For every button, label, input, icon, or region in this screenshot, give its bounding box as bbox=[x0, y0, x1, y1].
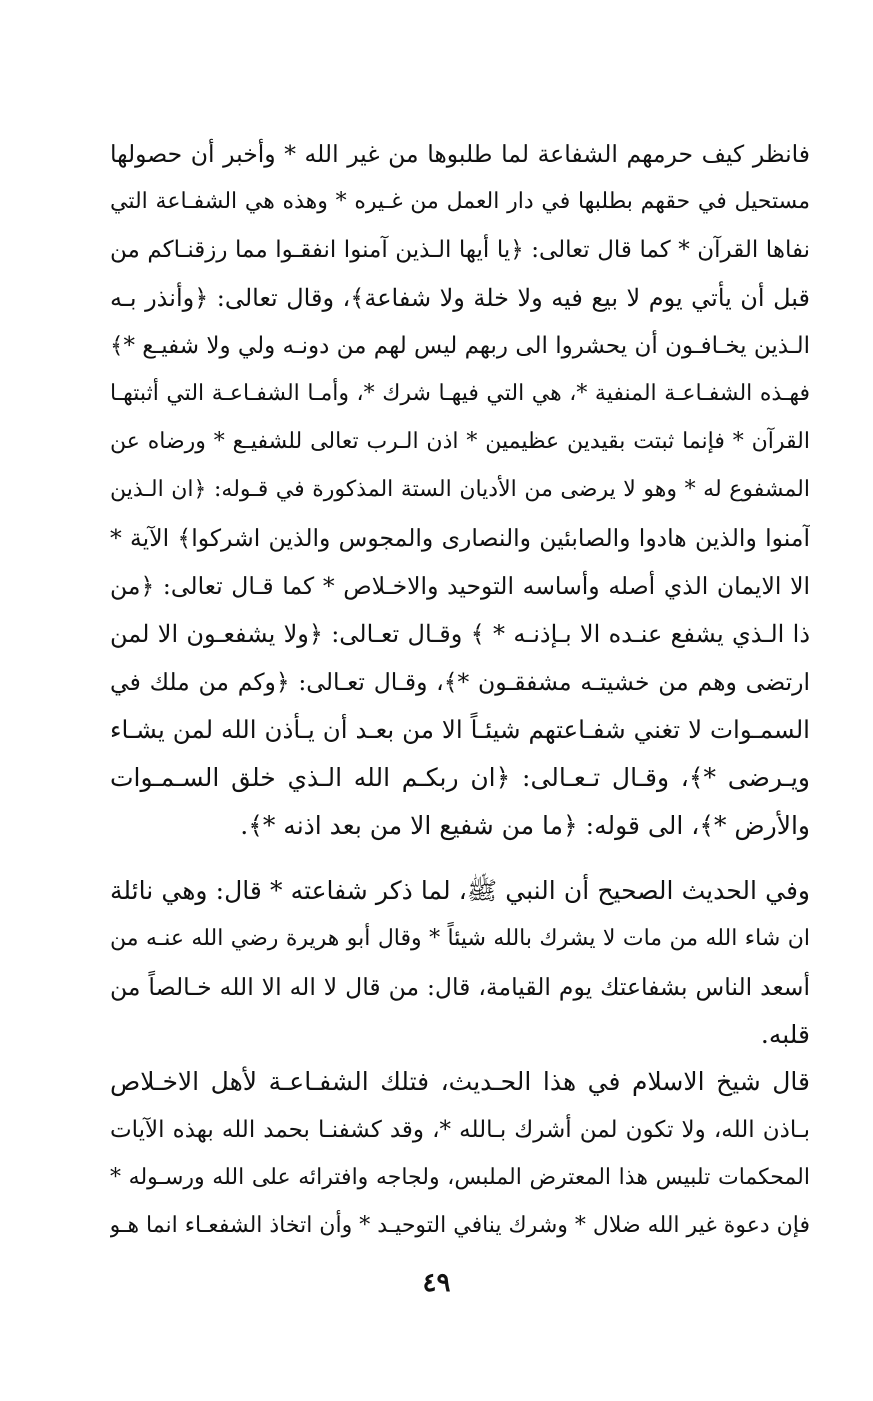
text-line: القرآن * فإنما ثبتت بقيدين عظيمين * اذن الـرب تعالى للشفيـع * ورضاه عن bbox=[110, 429, 810, 454]
text-line: فانظر كيف حرمهم الشفاعة لما طلبوها من غير الله * وأخبر أن حصولها bbox=[110, 140, 810, 168]
text-line: قلبه. bbox=[760, 1020, 810, 1049]
paragraph-shaykh-al-islam bbox=[110, 1058, 810, 1250]
text-line: وفي الحديث الصحيح أن النبي ﷺ، لما ذكر شفاعته * قال: وهي نائلة bbox=[110, 876, 810, 905]
text-line: المحكمات تلبيس هذا المعترض الملبس، ولجاجه وافترائه على الله ورسـوله * bbox=[110, 1165, 810, 1190]
text-line: قال شيخ الاسلام في هذا الحـديث، فتلك الشفـاعـة لأهل الاخـلاص bbox=[110, 1067, 810, 1096]
text-line: مستحيل في حقهم بطلبها في دار العمل من غـيره * وهذه هي الشفـاعة التي bbox=[110, 189, 810, 214]
text-line: ويـرضى *﴾، وقـال تـعـالى: ﴿ان ربكـم الله الـذي خلق السـمـوات bbox=[110, 763, 810, 792]
text-line: فهـذه الشفـاعـة المنفية *، هي التي فيهـا شرك *، وأمـا الشفـاعـة التي أثبتهـا bbox=[110, 381, 810, 406]
text-line: فإن دعوة غير الله ضلال * وشرك ينافي التوحيـد * وأن اتخاذ الشفعـاء انما هـو bbox=[110, 1213, 810, 1238]
text-line: ذا الـذي يشفع عنـده الا بـإذنـه * ﴾ وقـال تعـالى: ﴿ولا يشفعـون الا لمن bbox=[110, 620, 810, 648]
text-line: ارتضى وهم من خشيتـه مشفقـون *﴾، وقـال تعـالى: ﴿وكم من ملك في bbox=[110, 668, 810, 696]
paragraph-hadith bbox=[110, 867, 810, 1059]
text-line: بـاذن الله، ولا تكون لمن أشرك بـالله *، وقد كشفنـا بحمد الله بهذه الآيات bbox=[110, 1117, 810, 1143]
text-line: المشفوع له * وهو لا يرضى من الأديان الستة المذكورة في قـوله: ﴿ان الـذين bbox=[110, 477, 810, 502]
text-line: أسعد الناس بشفاعتك يوم القيامة، قال: من قال لا اله الا الله خـالصاً من bbox=[110, 973, 810, 1001]
paragraph-intercession-verses bbox=[110, 130, 810, 850]
text-line: والأرض *﴾، الى قوله: ﴿ما من شفيع الا من بعد اذنه *﴾. bbox=[240, 811, 810, 840]
text-line: قبل أن يأتي يوم لا بيع فيه ولا خلة ولا شفاعة﴾، وقال تعالى: ﴿وأنذر بـه bbox=[110, 284, 810, 312]
text-line: الا الايمان الذي أصله وأساسه التوحيد والاخـلاص * كما قـال تعالى: ﴿من bbox=[110, 572, 810, 600]
text-line: الـذين يخـافـون أن يحشروا الى ربهم ليس لهم من دونـه ولي ولا شفيـع *﴾ bbox=[110, 333, 810, 359]
page-number: ٤٩ bbox=[422, 1268, 451, 1298]
text-line: ان شاء الله من مات لا يشرك بالله شيئاً * وقال أبو هريرة رضي الله عنـه من bbox=[110, 926, 810, 951]
text-line: نفاها القرآن * كما قال تعالى: ﴿يا أيها الـذين آمنوا انفقـوا مما رزقنـاكم من bbox=[110, 237, 810, 263]
text-line: آمنوا والذين هادوا والصابئين والنصارى والمجوس والذين اشركوا﴾ الآية * bbox=[110, 524, 810, 552]
text-line: السمـوات لا تغني شفـاعتهم شيئـاً الا من بعـد أن يـأذن الله لمن يشـاء bbox=[110, 715, 810, 744]
